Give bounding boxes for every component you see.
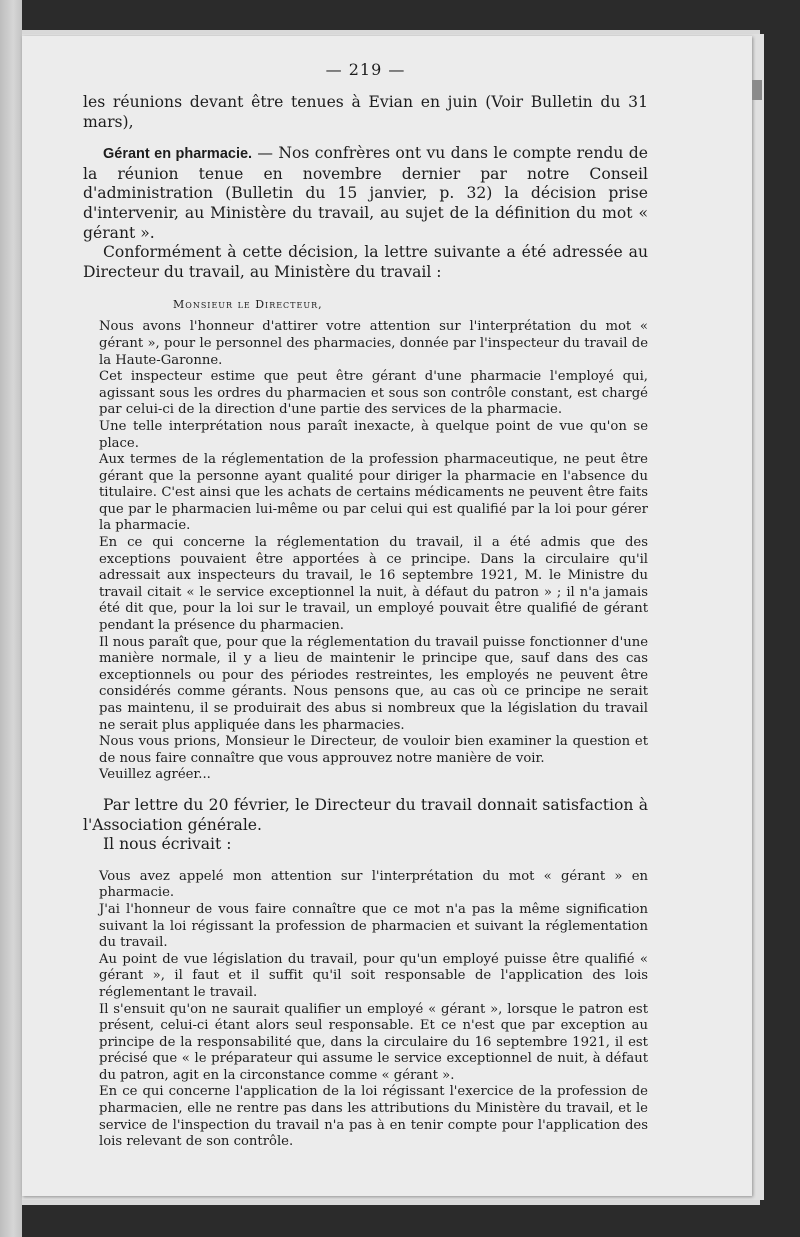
letter-paragraph: Aux termes de la réglementation de la profession pharmaceutique, ne peut être gérant que la personne ayant qualité pour diriger la pharmacie en l'absence du titulaire. C'est ainsi que les achats de certains médicaments ne peuvent être faits que par le pharmacien lui-même ou par celui qui est qualifié par la loi pour gérer la pharmacie. [99,452,648,534]
letter-paragraph: Nous vous prions, Monsieur le Directeur, de vouloir bien examiner la question et de nous faire connaître que vous approuvez notre manière de voir. [99,734,648,766]
section-text: — Nos confrères ont vu dans le compte rendu de la réunion tenue en novembre dernier par notre Conseil d'administration (Bulletin du 15 janvier, p. 32) la décision prise d'intervenir, au Ministère du travail, au sujet de la définition du mot « gérant ». [83,144,648,242]
page-tab-marker [752,80,762,100]
paragraph-quote-intro: Il nous écrivait : [103,835,232,854]
letter-paragraph: Une telle interprétation nous paraît inexacte, à quelque point de vue qu'on se place. [99,418,648,451]
page-number: — 219 — [325,60,406,79]
letter-salutation: Monsieur le Directeur, [173,298,323,312]
letter-2 [83,869,648,1151]
letter-paragraph: Cet inspecteur estime que peut être gérant d'une pharmacie l'employé qui, agissant sous les ordres du pharmacien et sous son contrôle constant, est chargé par celui-ci de la direction d'une partie des services de la pharmacie. [99,369,648,418]
paragraph-intro-letter: Conformément à cette décision, la lettre suivante a été adressée au Directeur du travail, au Ministère du travail : [83,243,648,281]
page-content [83,60,648,1151]
paragraph-continuation: les réunions devant être tenues à Evian en juin (Voir Bulletin du 31 mars), [83,93,648,131]
letter-paragraph: Nous avons l'honneur d'attirer votre attention sur l'interprétation du mot « gérant », pour le personnel des pharmacies, donnée par l'inspecteur du travail de la Haute-Garonne. [99,319,648,368]
letter-closing: Veuillez agréer... [99,767,211,783]
section-heading: Gérant en pharmacie. [103,146,253,163]
book-spine [0,0,22,1237]
reply-paragraph: En ce qui concerne l'application de la loi régissant l'exercice de la profession de pharmacien, elle ne rentre pas dans les attributions du Ministère du travail, et le service de l'inspection du travail n'a pas à en tenir compte pour l'application des lois relevant de son contrôle. [99,1084,648,1150]
reply-paragraph: Il s'ensuit qu'on ne saurait qualifier un employé « gérant », lorsque le patron est présent, celui-ci étant alors seul responsable. Et ce n'est que par exception au principe de la responsabilité que, dans la circulaire du 16 septembre 1921, il est précisé que « le préparateur qui assume le service exceptionnel de nuit, à défaut du patron, agit en la circonstance comme « gérant ». [99,1001,648,1083]
paragraph-reply-intro: Par lettre du 20 février, le Directeur du travail donnait satisfaction à l'Association générale. [83,795,648,834]
reply-paragraph: Au point de vue législation du travail, pour qu'un employé puisse être qualifié « gérant », il faut et il suffit qu'il soit responsable de l'application des lois réglementant le travail. [99,951,648,1000]
letter-paragraph: Il nous paraît que, pour que la réglementation du travail puisse fonctionner d'une manière normale, il y a lieu de maintenir le principe que, sauf dans des cas exceptionnels ou pour des périodes restreintes, les employés ne peuvent être considérés comme gérants. Nous pensons que, au cas où ce principe ne serait pas maintenu, il se produirait des abus si nombreux que la législation du travail ne serait plus appliquée dans les pharmacies. [99,634,648,733]
letter-paragraph: En ce qui concerne la réglementation du travail, il a été admis que des exceptions pouvaient être apportées à ce principe. Dans la circulaire qu'il adressait aux inspecteurs du travail, le 16 septembre 1921, M. le Ministre du travail citait « le service exceptionnel la nuit, à défaut du patron » ; il n'a jamais été dit que, pour la loi sur le travail, un employé pouvait être qualifié de gérant pendant la présence du pharmacien. [99,535,648,634]
section-paragraph-gerant [83,144,648,243]
reply-paragraph: J'ai l'honneur de vous faire connaître que ce mot n'a pas la même signification suivant la loi régissant la profession de pharmacien et suivant la réglementation du travail. [99,901,648,951]
letter-1 [83,319,648,784]
reply-paragraph: Vous avez appelé mon attention sur l'interprétation du mot « gérant » en pharmacie. [99,868,648,901]
